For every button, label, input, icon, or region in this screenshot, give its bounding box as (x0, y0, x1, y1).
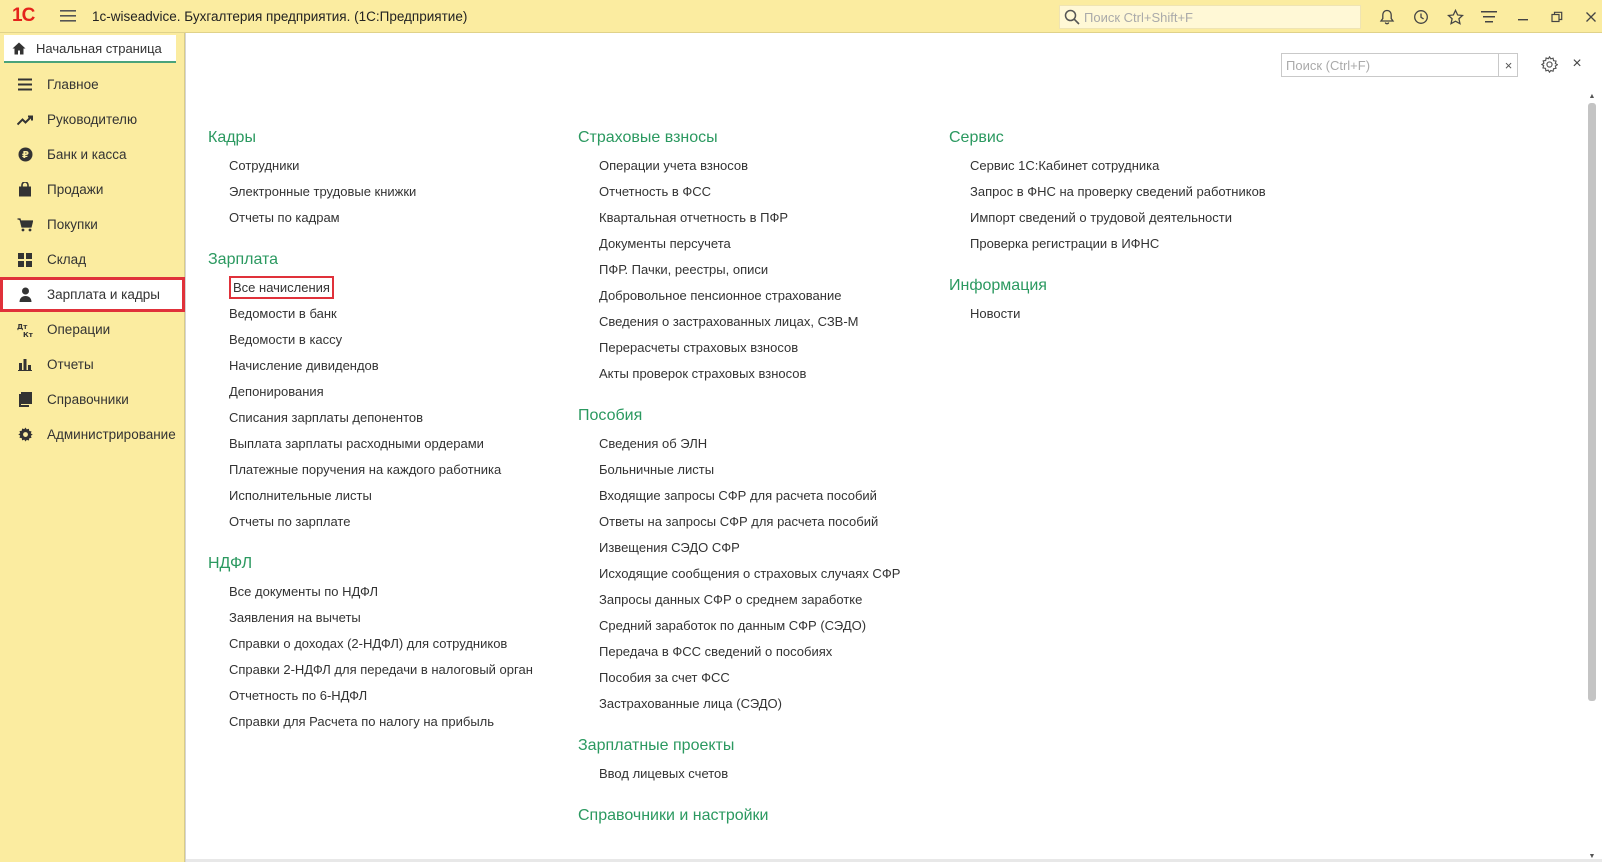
column-2 (578, 123, 938, 845)
section-link-label: ПФР. Пачки, реестры, описи (599, 262, 769, 277)
panel-search-placeholder: Поиск (Ctrl+F) (1286, 57, 1371, 73)
section-link[interactable] (208, 353, 568, 379)
section-link-label: Списания зарплаты депонентов (229, 410, 424, 425)
section-title[interactable]: НДФЛ (208, 555, 253, 572)
list-icon (17, 77, 33, 93)
section-link[interactable] (208, 657, 568, 683)
section-link-label: Ответы на запросы СФР для расчета пособий (599, 514, 879, 529)
section-link[interactable] (208, 379, 568, 405)
section-link-label: Отчеты по кадрам (229, 210, 340, 225)
sidebar-item-label: Зарплата и кадры (47, 287, 160, 302)
sidebar-item-label: Справочники (47, 392, 129, 407)
section-link-label: Сервис 1С:Кабинет сотрудника (970, 158, 1160, 173)
section-link[interactable] (578, 153, 938, 179)
section-group (949, 271, 1309, 327)
sidebar-item-purchases[interactable] (0, 207, 185, 242)
section-link-label: Проверка регистрации в ИФНС (970, 236, 1160, 251)
section-link-label: Все начисления (229, 276, 334, 299)
section-link[interactable] (208, 457, 568, 483)
section-link[interactable] (578, 587, 938, 613)
section-link[interactable] (578, 431, 938, 457)
minimize-icon[interactable] (1506, 4, 1540, 30)
menu-icon[interactable] (1472, 4, 1506, 30)
section-link[interactable] (208, 179, 568, 205)
section-link-label: Справки для Расчета по налогу на прибыль (229, 714, 495, 729)
section-link[interactable] (208, 301, 568, 327)
search-clear-button[interactable]: × (1498, 53, 1518, 77)
section-title[interactable]: Сервис (949, 129, 1004, 146)
section-link[interactable] (578, 231, 938, 257)
section-link-label: Застрахованные лица (СЭДО) (599, 696, 782, 711)
bell-icon[interactable] (1370, 4, 1404, 30)
dt-kt-icon (17, 322, 33, 338)
section-link[interactable] (578, 457, 938, 483)
scroll-thumb[interactable] (1588, 103, 1596, 701)
section-title[interactable]: Зарплата (208, 251, 279, 268)
section-link-label: Исполнительные листы (229, 488, 372, 503)
section-link[interactable] (578, 361, 938, 387)
section-link-label: Депонирования (229, 384, 324, 399)
section-link[interactable] (208, 605, 568, 631)
person-icon (17, 287, 33, 303)
section-group (208, 123, 568, 231)
svg-text:Кт: Кт (23, 330, 33, 338)
section-link-label: Ведомости в кассу (229, 332, 343, 347)
scroll-up-arrow-icon[interactable]: ▲ (1588, 92, 1596, 100)
section-link-label: Справки 2-НДФЛ для передачи в налоговый орган (229, 662, 533, 677)
section-link-label: Средний заработок по данным СФР (СЭДО) (599, 618, 867, 633)
bar-chart-icon (17, 357, 33, 373)
section-link[interactable] (208, 405, 568, 431)
section-link[interactable] (578, 205, 938, 231)
sidebar-item-sales[interactable] (0, 172, 185, 207)
title-bar (0, 0, 1602, 33)
highlighted-link-all-accruals[interactable] (208, 275, 568, 301)
section-link-label: Добровольное пенсионное страхование (599, 288, 842, 303)
section-link-label: Запрос в ФНС на проверку сведений работников (970, 184, 1266, 199)
sidebar-item-main[interactable] (0, 67, 185, 102)
section-link-label: Пособия за счет ФСС (599, 670, 730, 685)
section-group (208, 245, 568, 535)
scroll-down-arrow-icon[interactable]: ▼ (1588, 852, 1596, 860)
cart-icon (17, 217, 33, 233)
section-link-label: Больничные листы (599, 462, 715, 477)
panel-search-input[interactable] (1281, 53, 1518, 77)
section-link-label: Ведомости в банк (229, 306, 337, 321)
section-link[interactable] (208, 205, 568, 231)
section-link-label: Акты проверок страховых взносов (599, 366, 807, 381)
section-link[interactable] (208, 431, 568, 457)
sidebar (0, 33, 185, 862)
settings-gear-icon[interactable] (1538, 53, 1560, 75)
section-link[interactable] (949, 179, 1309, 205)
section-group (578, 731, 938, 787)
search-icon (1064, 9, 1080, 25)
section-link-label: Передача в ФСС сведений о пособиях (599, 644, 833, 659)
section-link-label: Перерасчеты страховых взносов (599, 340, 799, 355)
section-link[interactable] (949, 205, 1309, 231)
svg-text:Дт: Дт (17, 322, 28, 331)
section-link-label: Документы персучета (599, 236, 731, 251)
section-link[interactable] (578, 309, 938, 335)
section-link[interactable] (208, 509, 568, 535)
global-search-input[interactable] (1059, 5, 1361, 29)
section-link-label: Электронные трудовые книжки (229, 184, 417, 199)
section-group (578, 801, 938, 831)
coin-icon (17, 147, 33, 163)
star-icon[interactable] (1438, 4, 1472, 30)
section-link[interactable] (578, 691, 938, 717)
section-link[interactable] (208, 327, 568, 353)
section-title[interactable]: Страховые взносы (578, 129, 718, 146)
restore-icon[interactable] (1540, 4, 1574, 30)
app-title: 1c-wiseadvice. Бухгалтерия предприятия. (1С:Предприятие) (92, 8, 468, 24)
sidebar-item-administration[interactable] (0, 417, 185, 452)
vertical-scrollbar[interactable] (1585, 91, 1599, 861)
sidebar-item-label: Банк и касса (47, 147, 127, 162)
section-title[interactable]: Справочники и настройки (578, 807, 769, 824)
svg-text:₽: ₽ (21, 150, 29, 161)
section-link[interactable] (578, 509, 938, 535)
sidebar-item-label: Продажи (47, 182, 104, 197)
gear-icon (17, 427, 33, 443)
section-link[interactable] (208, 683, 568, 709)
sidebar-item-references[interactable] (0, 382, 185, 417)
section-group (578, 123, 938, 387)
section-link[interactable] (578, 257, 938, 283)
section-link[interactable] (578, 483, 938, 509)
global-search-placeholder: Поиск Ctrl+Shift+F (1084, 9, 1193, 25)
sidebar-item-label: Покупки (47, 217, 98, 232)
sidebar-nav (0, 67, 185, 452)
section-link-label: Платежные поручения на каждого работника (229, 462, 502, 477)
section-group (208, 549, 568, 735)
section-link[interactable] (578, 761, 938, 787)
bag-icon (17, 182, 33, 198)
section-link-label: Исходящие сообщения о страховых случаях СФР (599, 566, 901, 581)
close-icon[interactable] (1574, 4, 1602, 30)
home-tab-label: Начальная страница (36, 40, 162, 56)
section-group (578, 401, 938, 717)
column-1 (208, 123, 568, 749)
book-icon (17, 392, 33, 408)
sidebar-item-label: Отчеты (47, 357, 94, 372)
section-link[interactable] (578, 639, 938, 665)
section-link-label: Запросы данных СФР о среднем заработке (599, 592, 863, 607)
grid-icon (17, 252, 33, 268)
section-title[interactable]: Информация (949, 277, 1047, 294)
section-link[interactable] (949, 301, 1309, 327)
section-link[interactable] (949, 231, 1309, 257)
trend-icon (17, 112, 33, 128)
section-link-label: Отчеты по зарплате (229, 514, 351, 529)
section-link-label: Квартальная отчетность в ПФР (599, 210, 789, 225)
section-link-label: Заявления на вычеты (229, 610, 361, 625)
section-link-label: Импорт сведений о трудовой деятельности (970, 210, 1232, 225)
sidebar-item-label: Администрирование (47, 427, 176, 442)
section-link[interactable] (208, 709, 568, 735)
sidebar-item-label: Операции (47, 322, 111, 337)
section-link-label: Отчетность по 6-НДФЛ (229, 688, 368, 703)
home-icon (12, 42, 26, 55)
hamburger-menu-icon[interactable] (58, 6, 78, 26)
section-link[interactable] (578, 561, 938, 587)
home-tab[interactable] (4, 35, 176, 63)
section-link[interactable] (578, 613, 938, 639)
sidebar-item-salary[interactable] (0, 277, 185, 312)
sidebar-item-bank[interactable] (0, 137, 185, 172)
section-link[interactable] (578, 179, 938, 205)
section-link[interactable] (208, 153, 568, 179)
section-link[interactable] (578, 283, 938, 309)
section-panel (185, 33, 1602, 862)
section-link-label: Сотрудники (229, 158, 300, 173)
section-link-label: Сведения об ЭЛН (599, 436, 708, 451)
section-link-label: Все документы по НДФЛ (229, 584, 379, 599)
section-link-label: Начисление дивидендов (229, 358, 379, 373)
sidebar-item-label: Склад (47, 252, 87, 267)
section-link-label: Входящие запросы СФР для расчета пособий (599, 488, 877, 503)
section-link[interactable] (578, 535, 938, 561)
sidebar-item-operations[interactable] (0, 312, 185, 347)
section-link-label: Отчетность в ФСС (599, 184, 712, 199)
section-link-label: Операции учета взносов (599, 158, 749, 173)
sidebar-item-label: Руководителю (47, 112, 138, 127)
section-link[interactable] (208, 483, 568, 509)
section-link[interactable] (208, 579, 568, 605)
section-title[interactable]: Кадры (208, 129, 256, 146)
sidebar-item-warehouse[interactable] (0, 242, 185, 277)
section-link-label: Сведения о застрахованных лицах, СЗВ-М (599, 314, 859, 329)
section-link[interactable] (949, 153, 1309, 179)
section-link-label: Новости (970, 306, 1021, 321)
section-link-label: Выплата зарплаты расходными ордерами (229, 436, 484, 451)
1c-logo: 1С (12, 5, 35, 26)
sidebar-item-reports[interactable] (0, 347, 185, 382)
section-title[interactable]: Пособия (578, 407, 643, 424)
history-icon[interactable] (1404, 4, 1438, 30)
section-link[interactable] (578, 335, 938, 361)
section-link-label: Ввод лицевых счетов (599, 766, 729, 781)
section-link-label: Извещения СЭДО СФР (599, 540, 740, 555)
section-group (949, 123, 1309, 257)
sidebar-item-manager[interactable] (0, 102, 185, 137)
sidebar-item-label: Главное (47, 77, 99, 92)
section-link[interactable] (208, 631, 568, 657)
panel-close-button[interactable]: × (1572, 55, 1582, 72)
section-title[interactable]: Зарплатные проекты (578, 737, 735, 754)
section-link-label: Справки о доходах (2-НДФЛ) для сотрудников (229, 636, 508, 651)
section-link[interactable] (578, 665, 938, 691)
column-3 (949, 123, 1309, 341)
